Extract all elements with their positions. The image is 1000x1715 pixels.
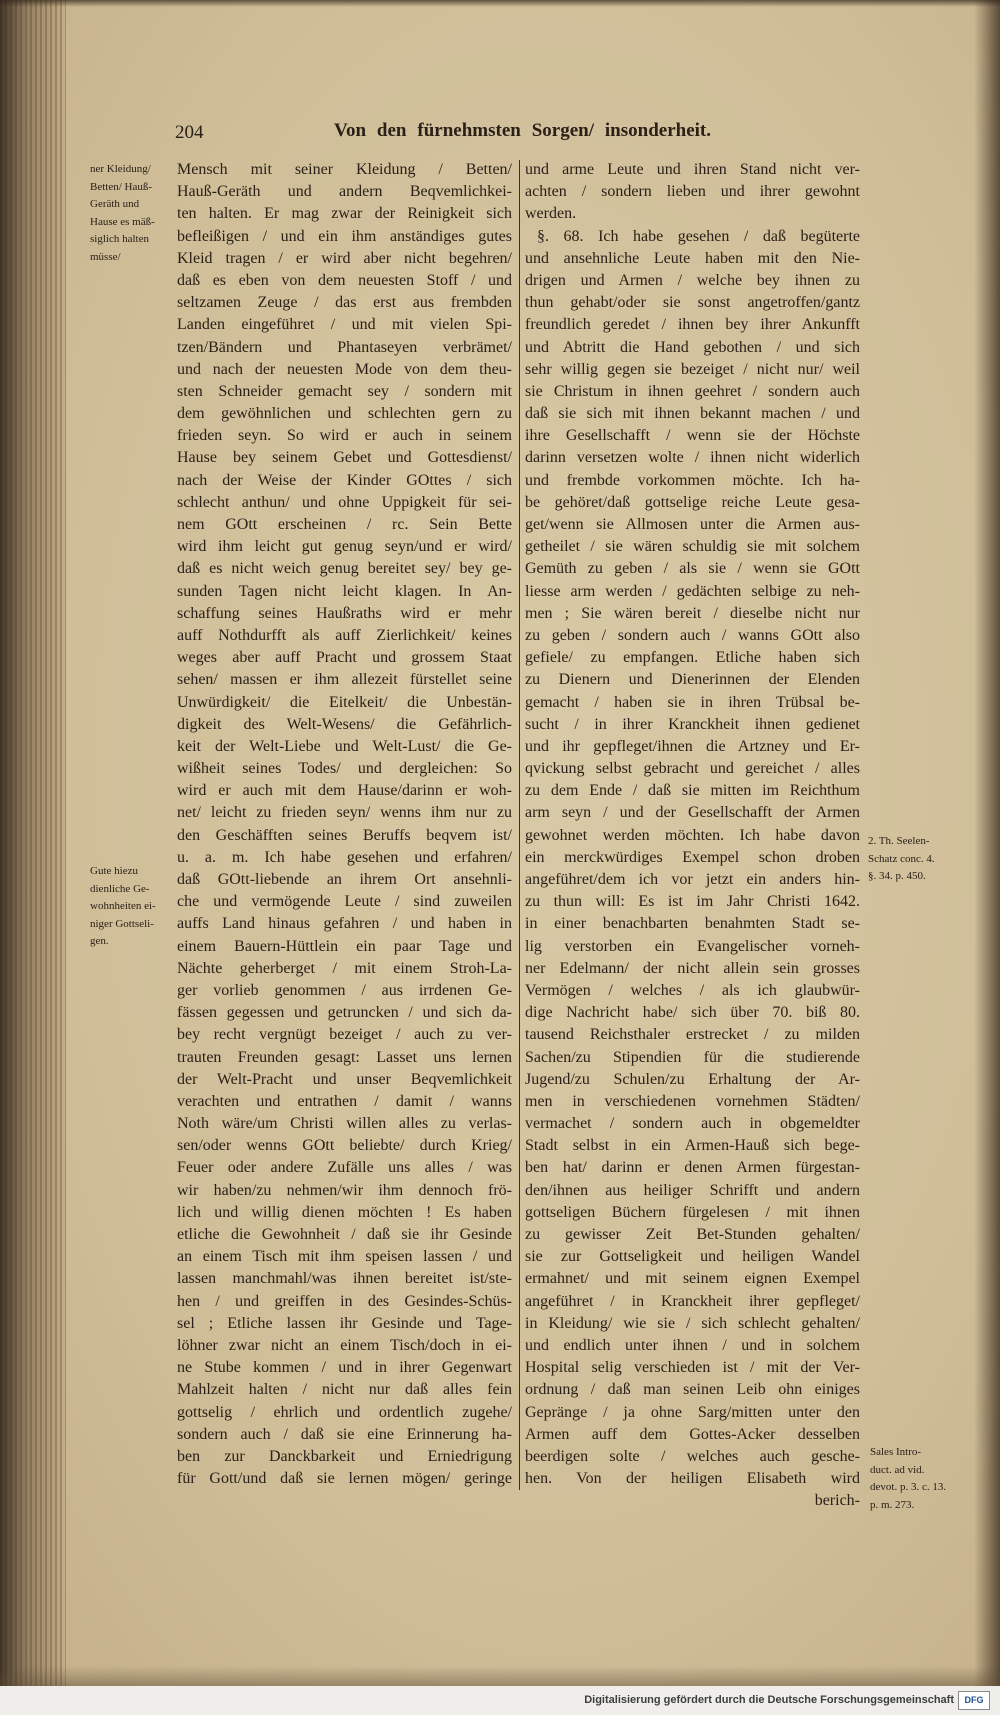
- text-line: qvickung selbst gebracht und gereichet / alles: [525, 760, 860, 778]
- margin-note-left-2: [90, 863, 156, 951]
- text-line: daß es nicht weich genug bereitet sey/ bey ge-: [177, 560, 512, 578]
- text-line: sehen/ massen er ihm allezeit fürstellet seine: [177, 671, 512, 689]
- text-line: wir haben/zu nehmen/wir ihm dennoch frö-: [177, 1181, 512, 1199]
- text-line: schaffung seines Haußraths wird er mehr: [177, 604, 512, 622]
- text-line: angeführet / in Kranckheit ihrer gepfleget/: [525, 1292, 860, 1310]
- text-line: den Geschäfften seines Beruffs beqvem ist/: [177, 826, 512, 844]
- text-line: und arme Leute und ihren Stand nicht ver-: [525, 161, 860, 178]
- section-start-line: §. 68. Ich habe gesehen / daß begüterte: [537, 227, 860, 245]
- text-line: ben zur Danckbarkeit und Erniedrigung: [177, 1447, 512, 1465]
- note-line: Sales Intro-: [870, 1446, 922, 1458]
- text-line: u. a. m. Ich habe gesehen und erfahren/: [177, 848, 512, 866]
- page-number: 204: [175, 122, 204, 143]
- text-line: Sachen/zu Stipendien für die studierende: [525, 1048, 860, 1066]
- text-line: Feuer oder andere Zufälle uns alles / was: [177, 1159, 512, 1177]
- right-page-edge: [974, 0, 1000, 1686]
- text-line: zu dem Ende / daß sie mitten im Reichthum: [525, 782, 860, 800]
- note-line: gen.: [90, 935, 109, 948]
- text-line: trauten Freunden gesagt: Lasset uns lernen: [177, 1048, 512, 1066]
- running-title: Von den fürnehmsten Sorgen/ insonderheit.: [334, 120, 711, 141]
- text-line: in Kleidung/ wie sie / sich schlecht gehalten/: [525, 1314, 860, 1332]
- text-line: freundlich geredet / ihnen bey ihrer Ankunfft: [525, 316, 860, 334]
- text-line: sie Christum in ihnen geehret / sondern auch: [525, 382, 860, 400]
- text-line: Unwürdigkeit/ die Eitelkeit/ die Unbestän-: [177, 693, 512, 711]
- text-line: Gepränge / ja ohne Sarg/mitten unter den: [525, 1403, 860, 1421]
- text-line: ben hat/ darinn er denen Armen fürgestan-: [525, 1159, 860, 1177]
- text-line: Jugend/zu Schulen/zu Erhaltung der Ar-: [525, 1070, 860, 1088]
- text-line: zu geben / sondern auch / wanns GOtt also: [525, 626, 860, 644]
- text-line: drigen und Armen / welche bey ihnen zu: [525, 271, 860, 289]
- note-line: niger Gottseli-: [90, 917, 154, 930]
- text-line: schlecht anthun/ und ohne Uppigkeit für sei-: [177, 493, 512, 511]
- text-line: digkeit des Welt-Wesens/ die Gefährlich-: [177, 715, 512, 733]
- text-line: wißheit seines Todes/ und dergleichen: So: [177, 760, 512, 778]
- page-stack-edge: [0, 0, 66, 1686]
- right-column: [525, 159, 860, 1512]
- text-line: einem Bauern-Hüttlein ein paar Tage und: [177, 937, 512, 955]
- text-line: auff Nothdurfft als auff Zierlichkeit/ keines: [177, 626, 512, 644]
- text-line: etliche die Gewohnheit / daß sie ihr Gesinde: [177, 1226, 512, 1243]
- note-line: devot. p. 3. c. 13.: [870, 1481, 947, 1494]
- catchword: berich-: [814, 1492, 860, 1510]
- text-line: und frembde vorkommen möchte. Ich ha-: [525, 471, 860, 489]
- funding-credit: Digitalisierung gefördert durch die Deutsche Forschungsgemeinschaft: [584, 1694, 954, 1706]
- text-line: beerdigen solte / welches auch gesche-: [525, 1447, 860, 1465]
- bottom-page-edge: [0, 1666, 1000, 1686]
- text-line: Gemüth zu geben / als sie / wenn sie GOtt: [525, 560, 860, 578]
- text-line: Noth wäre/um Christi willen alles zu verlas-: [177, 1115, 512, 1133]
- text-line: liesse arm werden / gedächten selbige zu neh-: [525, 582, 860, 600]
- text-line: Hauß-Geräth und andern Beqvemlichkei-: [177, 183, 512, 201]
- text-line: zu Dienern und Dienerinnen der Elenden: [525, 671, 860, 689]
- text-line: der Welt-Pracht und unser Beqvemlichkeit: [177, 1070, 512, 1088]
- text-line: seltzamen Zeuge / das erst aus frembden: [177, 294, 512, 312]
- text-line: und ansehnliche Leute haben mit den Nie-: [525, 249, 860, 267]
- text-line: gemacht / haben sie in ihren Trübsal be-: [525, 693, 860, 711]
- note-line: müsse/: [90, 250, 121, 263]
- text-line: frieden seyn. So wird er auch in seinem: [177, 427, 512, 445]
- column-divider: [519, 160, 520, 1490]
- text-line: thun gehabt/oder sie sonst angetroffen/gantz: [525, 294, 860, 312]
- text-line: Hause bey seinem Gebet und Gottesdienst/: [177, 449, 512, 467]
- note-line: 2. Th. Seelen-: [868, 835, 930, 847]
- note-line: dienliche Ge-: [90, 882, 150, 895]
- text-line: und ihr gepfleget/ihnen die Artzney und Er-: [525, 737, 860, 755]
- text-line: darinn versetzen wolte / ihnen nicht widerlich: [525, 449, 860, 467]
- text-line: be gehöret/daß gottselige reiche Leute gesa-: [525, 493, 860, 511]
- margin-note-left-1: [90, 161, 155, 267]
- text-line: Mensch mit seiner Kleidung / Betten/: [177, 161, 512, 178]
- left-column: [177, 159, 512, 1490]
- text-line: für Gott/und daß sie lernen mögen/ geringe: [177, 1470, 512, 1488]
- text-line: Vermögen / welches / als ich glaubwür-: [525, 981, 860, 999]
- text-line: sunden Tagen nicht leicht klagen. In An-: [177, 582, 512, 600]
- text-line: zu gewisser Zeit Bet-Stunden gehalten/: [525, 1226, 860, 1243]
- text-line: gottselig / ehrlich und ordentlich zugehe/: [177, 1403, 512, 1421]
- text-line: sucht / in ihrer Kranckheit ihnen gedienet: [525, 715, 860, 733]
- text-line: lassen manchmahl/was ihnen bereitet ist/ste-: [177, 1270, 512, 1288]
- text-line: Landen eingeführet / und mit vielen Spi-: [177, 316, 512, 334]
- text-line: daß GOtt-liebende an ihrem Ort ansehnli-: [177, 871, 512, 888]
- text-line: keit der Welt-Liebe und Welt-Lust/ die Ge-: [177, 737, 512, 755]
- text-line: verachten und entrathen / damit / wanns: [177, 1092, 512, 1110]
- text-line: dige Nachricht habe/ sich über 70. biß 80.: [525, 1004, 860, 1022]
- text-line: und Abtritt die Hand gebothen / und sich: [525, 338, 860, 356]
- text-line: wird ihm leicht gut genug seyn/und er wird/: [177, 538, 512, 556]
- text-line: zu thun will: Es ist im Jahr Christi 1642.: [525, 893, 860, 911]
- text-line: tausend Reichsthaler erstrecket / zu milden: [525, 1026, 860, 1044]
- note-line: Hause es mäß-: [90, 215, 155, 228]
- text-line: fässen gegessen und getruncken / und sich da-: [177, 1004, 512, 1022]
- text-line: gefiele/ zu empfangen. Etliche haben sich: [525, 649, 860, 667]
- text-line: tzen/Bändern und Phantaseyen verbrämet/: [177, 338, 512, 356]
- text-line: sten Schneider gemacht sey / sondern mit: [177, 382, 512, 400]
- text-line: und endlich unter ihnen / und in solchem: [525, 1336, 860, 1354]
- text-line: Nächte geherberget / mit einem Stroh-La-: [177, 959, 512, 977]
- text-line: sie zur Gottseligkeit und heiligen Wandel: [525, 1248, 860, 1266]
- note-line: Gute hiezu: [90, 865, 138, 877]
- text-line: ordnung / daß man seinen Leib ohn einiges: [525, 1381, 860, 1399]
- text-line: get/wenn sie Allmosen unter die Armen aus-: [525, 516, 860, 533]
- text-line: den/ihnen aus heiliger Schrifft und andern: [525, 1181, 860, 1199]
- note-line: §. 34. p. 450.: [868, 870, 926, 883]
- text-line: ihre Gesellschafft / wenn sie der Höchste: [525, 427, 860, 445]
- text-line: lig verstorben ein Evangelischer vorneh-: [525, 937, 860, 955]
- text-line: nach der Weise der Kinder GOttes / sich: [177, 471, 512, 489]
- text-line: befleißigen / und ein ihm anständiges gutes: [177, 227, 512, 245]
- text-line: und nach der neuesten Mode von dem theu-: [177, 360, 512, 378]
- text-line: werden.: [525, 205, 577, 223]
- text-line: sehr willig gegen sie bezeiget / nicht nur/ weil: [525, 360, 860, 378]
- text-line: ermahnet/ und mit seinem eignen Exempel: [525, 1270, 860, 1288]
- text-line: auffs Land hinaus gefahren / und haben in: [177, 915, 512, 933]
- margin-note-right-2: [870, 1444, 946, 1514]
- note-line: wohnheiten ei-: [90, 900, 156, 913]
- text-line: bey recht vergnügt bezeiget / auch zu ver-: [177, 1026, 512, 1044]
- text-line: achten / sondern lieben und ihrer gewohnt: [525, 183, 860, 201]
- text-line: ein merckwürdiges Exempel schon droben: [525, 848, 860, 866]
- text-line: Stadt selbst in ein Armen-Hauß sich bege-: [525, 1137, 860, 1155]
- note-line: Betten/ Hauß-: [90, 180, 153, 193]
- text-line: Mahlzeit halten / nicht nur daß alles fein: [177, 1381, 512, 1399]
- top-page-edge: [0, 0, 1000, 7]
- text-line: nem GOtt erscheinen / rc. Sein Bette: [177, 516, 512, 533]
- text-line: hen. Von der heiligen Elisabeth wird: [525, 1470, 860, 1488]
- text-line: Armen auff dem Gottes-Acker desselben: [525, 1425, 860, 1443]
- digitization-footer: [0, 1686, 1000, 1715]
- text-line: dem gewöhnlichen und schlechten gern zu: [177, 405, 512, 423]
- text-line: che und vermögende Leute / sind zuweilen: [177, 893, 512, 911]
- text-line: ger vorlieb genommen / aus irrdenen Ge-: [177, 981, 512, 999]
- text-line: sondern auch / daß sie eine Erinnerung ha-: [177, 1425, 512, 1443]
- text-line: löhner zwar nicht an einem Tisch/doch in ei-: [177, 1336, 512, 1354]
- text-line: sen/oder wenns GOtt beliebte/ durch Krieg/: [177, 1137, 512, 1155]
- text-line: wird er auch mit dem Hause/darinn er woh-: [177, 782, 512, 800]
- text-line: hen / und greiffen in des Gesindes-Schüs-: [177, 1292, 512, 1310]
- note-line: duct. ad vid.: [870, 1463, 925, 1476]
- text-line: weges aber auff Pracht und grossem Staat: [177, 649, 512, 667]
- text-line: Kleid tragen / er wird aber nicht begehren/: [177, 249, 512, 267]
- text-line: ten halten. Er mag zwar der Reinigkeit sich: [177, 205, 512, 223]
- text-line: ner Edelmann/ der nicht allein sein grosses: [525, 959, 860, 977]
- note-line: Schatz conc. 4.: [868, 852, 935, 865]
- text-line: men ; Sie wären bereit / dieselbe nicht nur: [525, 604, 860, 622]
- text-line: sel ; Etliche lassen ihr Gesinde und Tage-: [177, 1314, 512, 1332]
- text-line: Hospital selig verschieden ist / mit der Ver-: [525, 1359, 860, 1377]
- text-line: getheilet / sie wären schuldig sie mit solchem: [525, 538, 860, 556]
- text-line: gewohnet werden möchten. Ich habe davon: [525, 826, 860, 844]
- text-line: gottseligen Büchern fürgelesen / mit ihnen: [525, 1203, 860, 1221]
- text-line: daß sie sich mit ihnen bekannt machen / und: [525, 405, 860, 423]
- margin-note-right-1: [868, 833, 935, 886]
- text-line: lich und willig dienen möchten ! Es haben: [177, 1203, 512, 1221]
- note-line: ner Kleidung/: [90, 163, 151, 175]
- text-line: daß es eben von dem neuesten Stoff / und: [177, 271, 512, 289]
- text-line: arm seyn / und der Gesellschafft der Armen: [525, 804, 860, 822]
- text-line: vermachet / sondern auch in obgemeldter: [525, 1115, 860, 1133]
- note-line: siglich halten: [90, 233, 149, 246]
- text-line: men in verschiedenen vornehmen Städten/: [525, 1092, 860, 1110]
- text-line: net/ leicht zu frieden seyn/ wenns ihm nur zu: [177, 804, 512, 822]
- dfg-logo-icon: DFG: [958, 1691, 990, 1710]
- note-line: Geräth und: [90, 198, 140, 211]
- text-line: an einem Tisch mit ihm speisen lassen / und: [177, 1248, 512, 1266]
- text-line: in einer benachbarten benahmten Stadt se-: [525, 915, 860, 933]
- text-line: ne Stube kommen / und in ihrer Gegenwart: [177, 1359, 512, 1377]
- note-line: p. m. 273.: [870, 1498, 915, 1511]
- text-line: angeführet/dem ich vor jetzt ein anders hin-: [525, 871, 860, 888]
